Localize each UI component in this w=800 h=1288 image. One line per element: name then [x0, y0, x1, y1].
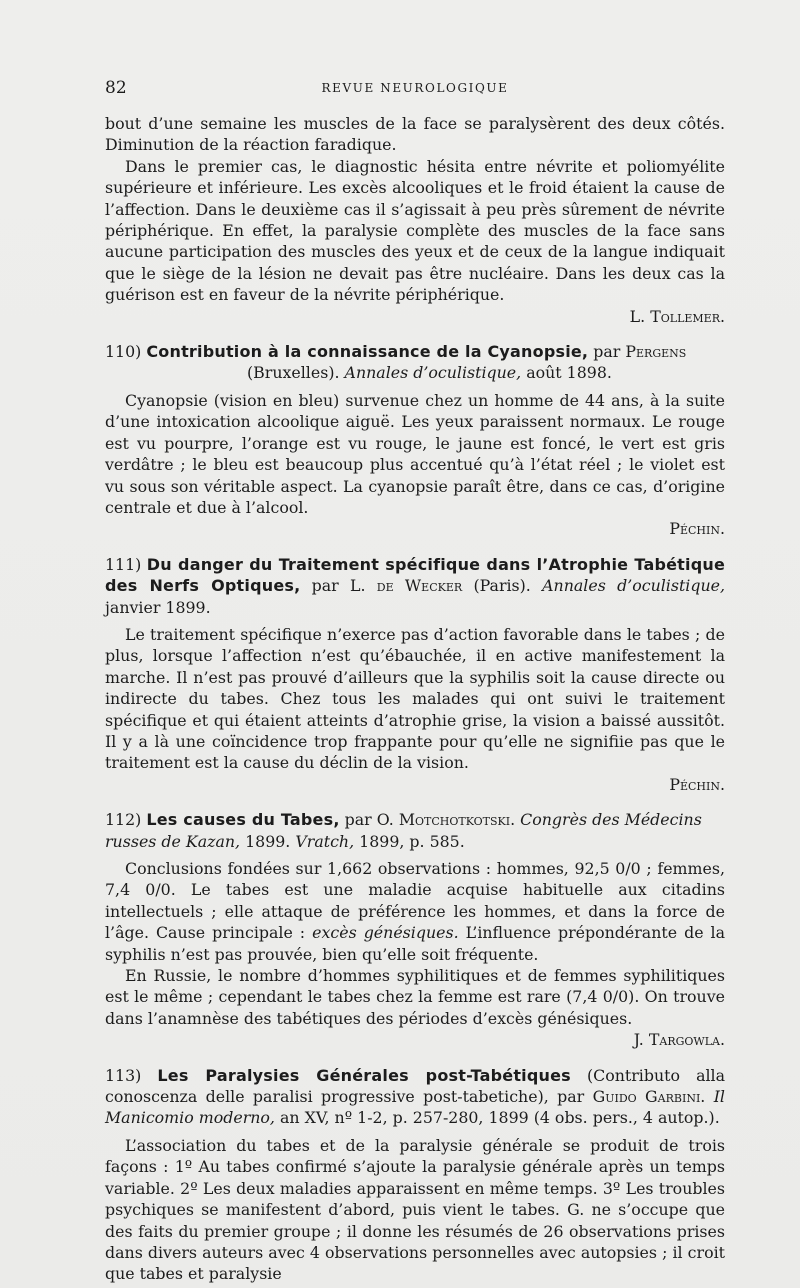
- page-number: 82: [105, 78, 127, 98]
- article-111-author: L. de Wecker: [350, 576, 463, 596]
- article-113-number: 113): [105, 1065, 142, 1085]
- article-110-by: par: [593, 342, 621, 362]
- article-112-text-2: En Russie, le nombre d’hommes syphilitiques et de femmes syphilitiques est le même ; cependant le tabes chez la femme est rare (7,4 0/0). On trouve dans l’anamnèse des tabétiques des périodes d’excès génésiques.: [105, 966, 725, 1028]
- article-112-text-a: Conclusions fondées sur 1,662 observations : hommes, 92,5 0/0 ; femmes, 7,4 0/0. Le tabes est une maladie acquise habituelle aux citadins intellectuels ; elle attaque de préférence les hommes, et dans la force de l’âge. Cause principale :: [105, 859, 725, 943]
- article-111: [105, 554, 725, 795]
- article-112-by: par O.: [344, 810, 394, 830]
- page-header: [105, 78, 725, 100]
- intro-signature: L. Tollemer.: [629, 306, 725, 326]
- article-113-journal: Il Manicomio moderno,: [105, 1087, 725, 1128]
- article-113-title: Les Paralysies Générales post-Tabétiques: [157, 1065, 571, 1085]
- article-112-paragraph-2: [105, 965, 725, 1029]
- article-112-author: Motchotkotski.: [398, 810, 516, 830]
- article-112-text-italic: excès génésiques.: [312, 923, 459, 943]
- article-112-title: Les causes du Tabes,: [146, 810, 340, 830]
- article-111-title: Du danger du Traitement spécifique dans l’Atrophie Tabétique des Nerfs Optiques,: [105, 554, 725, 596]
- article-112-journal: Congrès des Médecins russes de Kazan,: [105, 810, 702, 851]
- article-111-text: Le traitement spécifique n’exerce pas d’action favorable dans le tabes ; de plus, lorsque l’affection n’est qu’ébauchée, il en active manifestement la marche. Il n’est pas prouvé d’ailleurs que la syphilis soit la cause directe ou indirecte du tabes. Chez tous les malades qui ont suivi le traitement spécifique et qui étaient atteints d’atrophie grise, la vision a baissé aussitôt. Il y a là une coïncidence trop frappante pour qu’elle ne signifiie pas que le traitement est la cause du déclin de la vision.: [105, 624, 725, 773]
- article-110-author: Pergens: [625, 342, 687, 362]
- article-112-text-b: L’influence prépondérante de la syphilis n’est pas prouvée, bien qu’elle soit fréquente.: [105, 923, 726, 964]
- article-110-signature: Péchin.: [669, 519, 725, 539]
- running-title: REVUE NEUROLOGIQUE: [321, 81, 509, 95]
- article-113-text: L’association du tabes et de la paralysie générale se produit de trois façons : 1º Au tabes confirmé s’ajoute la paralysie générale après un temps variable. 2º Les deux maladies apparaissent en même temps. 3º Les troubles psychiques se manifestent d’abord, puis vient le tabes. G. ne s’occupe que des faits du premier groupe ; il donne les résumés de 26 observations prises dans divers auteurs avec 4 observations personnelles avec autopsies ; il croit que tabes et paralysie: [105, 1135, 725, 1284]
- article-111-heading: [105, 554, 725, 618]
- article-112-heading: [105, 809, 725, 852]
- article-111-signature: Péchin.: [669, 774, 725, 794]
- article-113-heading: [105, 1065, 725, 1129]
- article-113-by: par: [557, 1087, 585, 1107]
- article-112-journal-2: Vratch,: [295, 831, 355, 851]
- page-body: [105, 113, 725, 1285]
- article-111-journal: Annales d’oculistique,: [542, 576, 726, 596]
- intro-paragraph-2: Dans le premier cas, le diagnostic hésita entre névrite et poliomyélite supérieure et inférieure. Les excès alcooliques et le froid étaient la cause de l’affection. Dans le deuxième cas il s’agissait à peu près sûrement de névrite périphérique. En effet, la paralysie complète des muscles de la face sans aucune participation des muscles des yeux et de ceux de la langue indiquait que le siège de la lésion ne devait pas être nucléaire. Dans les deux cas la guérison est en faveur de la névrite périphérique.: [105, 156, 725, 305]
- intro-paragraph-1: bout d’une semaine les muscles de la face se paralysèrent des deux côtés. Diminution de la réaction faradique.: [105, 114, 725, 155]
- article-110-date: août 1898.: [526, 363, 612, 383]
- article-112-number: 112): [105, 810, 142, 830]
- article-113-ref: an XV, nº 1-2, p. 257-280, 1899 (4 obs. pers., 4 autop.).: [279, 1108, 720, 1128]
- article-110-journal: Annales d’oculistique,: [344, 363, 522, 383]
- article-110-source: [105, 362, 725, 383]
- article-112-ref-2: 1899, p. 585.: [359, 831, 465, 851]
- article-111-date: janvier 1899.: [105, 597, 211, 617]
- article-112-paragraph-1: [105, 858, 725, 965]
- article-111-by: par: [311, 576, 339, 596]
- article-110-number: 110): [105, 342, 142, 362]
- article-113-subtitle: (Contributo alla conoscenza delle paralisi progressive post-tabetiche),: [105, 1065, 726, 1107]
- article-113: [105, 1065, 725, 1285]
- article-112-year: 1899.: [245, 831, 291, 851]
- article-111-number: 111): [105, 554, 142, 574]
- article-110: [105, 341, 725, 540]
- article-112: [105, 809, 725, 1050]
- article-111-place: (Paris).: [473, 576, 531, 596]
- article-110-place: (Bruxelles).: [247, 363, 340, 383]
- article-110-text: Cyanopsie (vision en bleu) survenue chez un homme de 44 ans, à la suite d’une intoxication alcoolique aiguë. Les yeux paraissent normaux. Le rouge est vu pourpre, l’orange est vu rouge, le jaune est foncé, le vert est gris verdâtre ; le bleu est beaucoup plus accentué qu’à l’état réel ; le violet est vu sous son véritable aspect. La cyanopsie paraît être, dans ce cas, d’origine centrale et due à l’alcool.: [105, 390, 725, 517]
- article-110-heading: [105, 341, 725, 362]
- article-110-title: Contribution à la connaissance de la Cyanopsie,: [146, 342, 589, 362]
- article-112-signature: J. Targowla.: [633, 1030, 725, 1050]
- article-113-author: Guido Garbini.: [592, 1087, 706, 1107]
